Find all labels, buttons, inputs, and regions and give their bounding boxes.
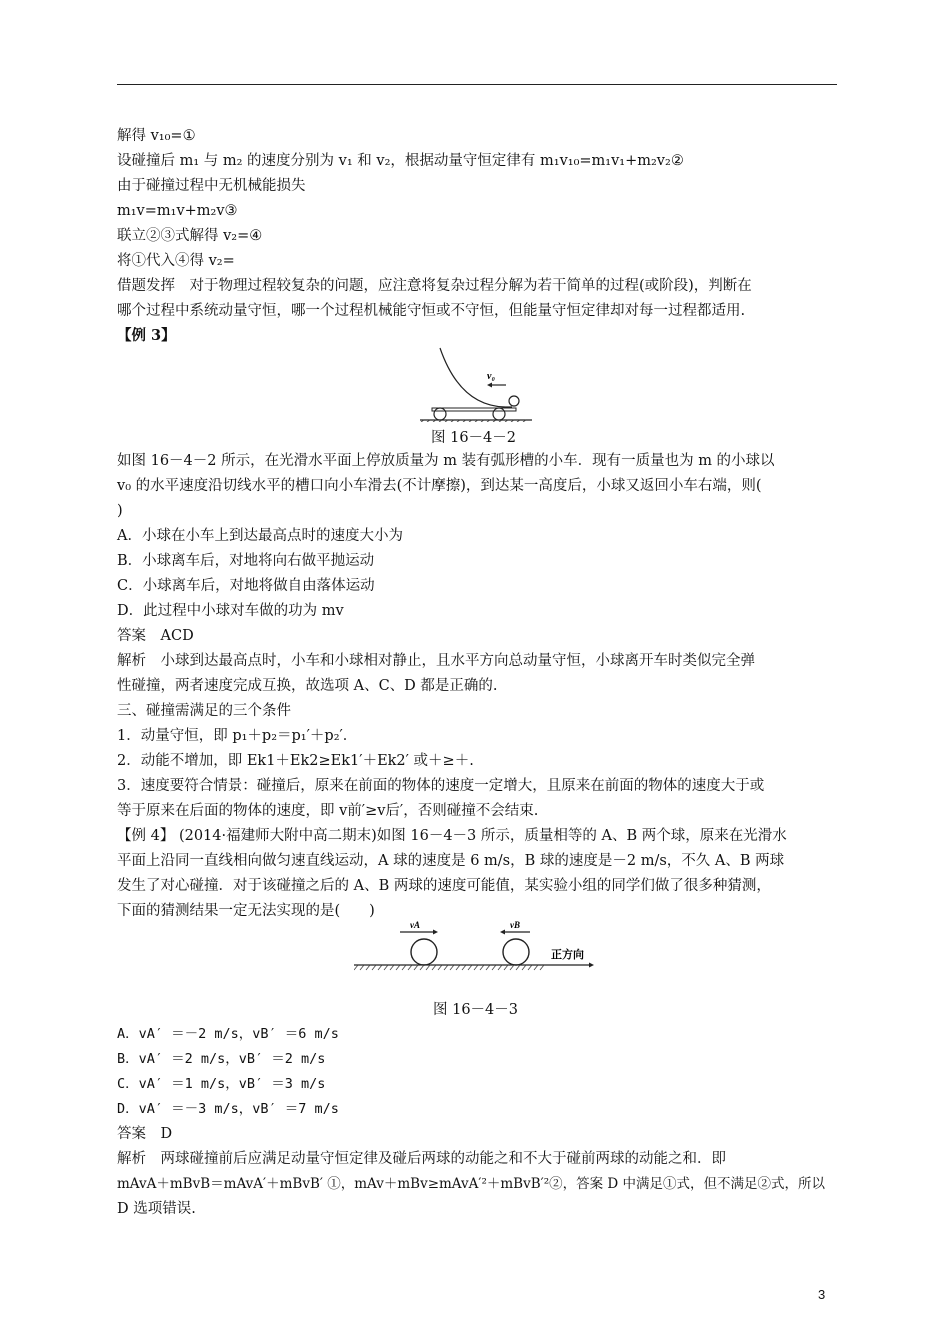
option-a: A．vA′ ＝－2 m/s，vB′ ＝6 m/s (117, 1026, 339, 1042)
velocity-arrow (400, 930, 438, 935)
text-line: 平面上沿同一直线相向做匀速直线运动，A 球的速度是 6 m/s，B 球的速度是－2 m/s，不久 A、B 两球 (117, 853, 785, 869)
page-number: 3 (818, 1287, 826, 1302)
analysis: 性碰撞，两者速度完成互换，故选项 A、C、D 都是正确的. (117, 678, 498, 694)
direction-arrow (548, 963, 594, 968)
cart-wheel (434, 408, 446, 420)
option-b: B．vA′ ＝2 m/s，vB′ ＝2 m/s (117, 1051, 326, 1067)
option-d: D．vA′ ＝－3 m/s，vB′ ＝7 m/s (117, 1101, 339, 1117)
va-label: vA (410, 920, 420, 930)
text-line: 哪个过程中系统动量守恒，哪一个过程机械能守恒或不守恒，但能量守恒定律却对每一过程都适用. (117, 303, 746, 319)
example-label: 【例 3】 (117, 327, 176, 344)
text-line: 等于原来在后面的物体的速度，即 v前′≥v后′，否则碰撞不会结束. (117, 803, 539, 819)
text-line: 如图 16－4－2 所示，在光滑水平面上停放质量为 m 装有弧形槽的小车．现有一质量也为 m 的小球以 (117, 453, 775, 469)
text-line: 下面的猜测结果一定无法实现的是( ) (117, 903, 375, 919)
text-line: 由于碰撞过程中无机械能损失 (117, 178, 306, 194)
answer: 答案 D (117, 1126, 173, 1142)
ball-a (411, 939, 437, 965)
option-c: C．小球离车后，对地将做自由落体运动 (117, 578, 375, 594)
text-line: 1．动量守恒，即 p₁＋p₂＝p₁′＋p₂′． (117, 728, 358, 744)
velocity-arrow (500, 930, 530, 935)
text-line: 联立②③式解得 v₂=④ (117, 228, 263, 244)
text-line: 2．动能不增加，即 Ek1＋Ek2≥Ek1′＋Ek2′ 或＋≥＋. (117, 753, 474, 769)
header-rule (117, 84, 837, 85)
text-line: ) (117, 503, 123, 519)
analysis: D 选项错误. (117, 1201, 196, 1217)
text-line: m₁v=m₁v+m₂v③ (117, 203, 238, 219)
figure-caption: 图 16－4－2 (431, 430, 517, 446)
ball-b (503, 939, 529, 965)
figure-16-4-2 (420, 346, 540, 422)
vb-label: vB (510, 920, 520, 930)
option-c: C．vA′ ＝1 m/s，vB′ ＝3 m/s (117, 1076, 326, 1092)
analysis: mAvA＋mBvB＝mAvA′＋mBvB′ ①，mAv＋mBv≥mAvA′²＋mBvB′²②，答案 D 中满足①式，但不满足②式，所以 (117, 1176, 826, 1192)
small-ball (509, 396, 519, 406)
velocity-arrow (487, 383, 506, 388)
curved-track (440, 348, 505, 407)
option-d: D．此过程中小球对车做的功为 mv (117, 603, 344, 619)
figure-caption: 图 16－4－3 (433, 1002, 519, 1018)
text-line: v₀ 的水平速度沿切线水平的槽口向小车滑去(不计摩擦)，到达某一高度后，小球又返回小车右端，则( (117, 478, 762, 494)
text-line: 将①代入④得 v₂= (117, 253, 235, 269)
figure-16-4-3 (354, 920, 604, 976)
answer: 答案 ACD (117, 628, 194, 644)
cart-wheel (493, 408, 505, 420)
text-line: 发生了对心碰撞．对于该碰撞之后的 A、B 两球的速度可能值，某实验小组的同学们做了很多种猜测， (117, 878, 771, 894)
option-a: A．小球在小车上到达最高点时的速度大小为 (117, 528, 403, 544)
text-line: 设碰撞后 m₁ 与 m₂ 的速度分别为 v₁ 和 v₂，根据动量守恒定律有 m₁v₁₀=m₁v₁+m₂v₂② (117, 153, 684, 169)
analysis: 解析 小球到达最高点时，小车和小球相对静止，且水平方向总动量守恒，小球离开车时类似完全弹 (117, 653, 755, 669)
direction-label: 正方向 (551, 949, 584, 961)
text-line: 借题发挥 对于物理过程较复杂的问题，应注意将复杂过程分解为若干简单的过程(或阶段)，判断在 (117, 278, 752, 294)
option-b: B．小球离车后，对地将向右做平抛运动 (117, 553, 375, 569)
example-4: 【例 4】 (2014·福建师大附中高二期末)如图 16－4－3 所示，质量相等的 A、B 两个球，原来在光滑水 (117, 828, 787, 844)
text-line: 3．速度要符合情景：碰撞后，原来在前面的物体的速度一定增大，且原来在前面的物体的速度大于或 (117, 778, 765, 794)
text-line: 解得 v₁₀=① (117, 128, 196, 144)
section-heading: 三、碰撞需满足的三个条件 (117, 703, 291, 719)
analysis: 解析 两球碰撞前后应满足动量守恒定律及碰后两球的动能之和不大于碰前两球的动能之和．即 (117, 1151, 726, 1167)
v0-label: v₀ (487, 371, 495, 382)
